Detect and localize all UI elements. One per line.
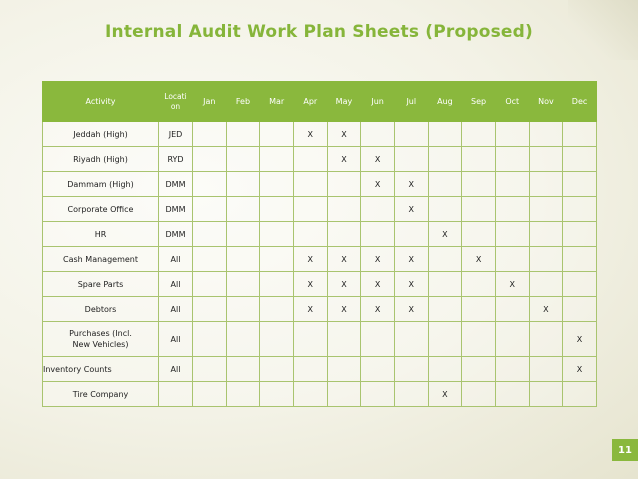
month-cell-jul bbox=[394, 222, 428, 247]
month-cell-jan bbox=[193, 297, 227, 322]
month-cell-may: X bbox=[327, 122, 361, 147]
month-cell-apr bbox=[293, 357, 327, 382]
month-cell-mar bbox=[260, 222, 294, 247]
month-cell-dec bbox=[563, 222, 597, 247]
month-cell-mar bbox=[260, 322, 294, 357]
activity-cell bbox=[43, 172, 159, 197]
month-cell-dec bbox=[563, 122, 597, 147]
month-cell-may bbox=[327, 357, 361, 382]
month-cell-nov bbox=[529, 222, 563, 247]
header-month-oct: Oct bbox=[495, 82, 529, 122]
month-cell-dec bbox=[563, 197, 597, 222]
activity-text: HR bbox=[94, 229, 107, 239]
month-cell-feb bbox=[226, 147, 260, 172]
header-month-aug: Aug bbox=[428, 82, 462, 122]
month-cell-jun: X bbox=[361, 272, 395, 297]
location-cell: All bbox=[159, 297, 193, 322]
activity-cell bbox=[43, 197, 159, 222]
month-cell-dec bbox=[563, 297, 597, 322]
table-row bbox=[43, 222, 597, 247]
header-month-apr: Apr bbox=[293, 82, 327, 122]
location-cell: All bbox=[159, 322, 193, 357]
header-month-sep: Sep bbox=[462, 82, 496, 122]
activity-text: Cash Management bbox=[63, 254, 138, 264]
month-cell-jan bbox=[193, 197, 227, 222]
month-cell-mar bbox=[260, 247, 294, 272]
month-cell-jan bbox=[193, 382, 227, 407]
slide-title: Internal Audit Work Plan Sheets (Proposed) bbox=[105, 22, 533, 42]
header-location-part: on bbox=[170, 101, 181, 111]
month-cell-dec: X bbox=[563, 322, 597, 357]
month-cell-sep bbox=[462, 122, 496, 147]
month-cell-oct bbox=[495, 172, 529, 197]
month-cell-nov bbox=[529, 172, 563, 197]
month-cell-nov bbox=[529, 247, 563, 272]
activity-text: New Vehicles) bbox=[72, 340, 129, 349]
activity-text: Dammam (High) bbox=[67, 179, 134, 189]
month-cell-oct: X bbox=[495, 272, 529, 297]
month-cell-aug: X bbox=[428, 222, 462, 247]
header-location bbox=[159, 82, 193, 122]
month-cell-nov bbox=[529, 197, 563, 222]
month-cell-oct bbox=[495, 222, 529, 247]
month-cell-feb bbox=[226, 197, 260, 222]
month-cell-jul bbox=[394, 382, 428, 407]
month-cell-apr bbox=[293, 172, 327, 197]
header-location-part: Locati bbox=[164, 91, 187, 101]
table-row bbox=[43, 147, 597, 172]
month-cell-dec: X bbox=[563, 357, 597, 382]
month-cell-oct bbox=[495, 197, 529, 222]
month-cell-oct bbox=[495, 357, 529, 382]
header-month-jun: Jun bbox=[361, 82, 395, 122]
table-row bbox=[43, 382, 597, 407]
month-cell-jan bbox=[193, 357, 227, 382]
activity-cell bbox=[43, 322, 159, 357]
month-cell-dec bbox=[563, 382, 597, 407]
header-month-dec: Dec bbox=[563, 82, 597, 122]
month-cell-may bbox=[327, 172, 361, 197]
month-cell-may bbox=[327, 322, 361, 357]
header-month-nov: Nov bbox=[529, 82, 563, 122]
month-cell-jul bbox=[394, 122, 428, 147]
table-row bbox=[43, 357, 597, 382]
month-cell-jul bbox=[394, 357, 428, 382]
activity-text: Purchases (Incl. bbox=[69, 329, 132, 338]
month-cell-nov bbox=[529, 322, 563, 357]
month-cell-jun: X bbox=[361, 147, 395, 172]
activity-text: Tire Company bbox=[72, 389, 129, 399]
activity-text: Debtors bbox=[84, 304, 117, 314]
month-cell-jul: X bbox=[394, 272, 428, 297]
work-plan-table bbox=[42, 81, 597, 407]
month-cell-aug bbox=[428, 197, 462, 222]
month-cell-sep bbox=[462, 172, 496, 197]
month-cell-oct bbox=[495, 147, 529, 172]
month-cell-apr bbox=[293, 382, 327, 407]
table-row bbox=[43, 247, 597, 272]
month-cell-feb bbox=[226, 247, 260, 272]
month-cell-aug bbox=[428, 172, 462, 197]
month-cell-jun bbox=[361, 322, 395, 357]
activity-text: Corporate Office bbox=[67, 204, 134, 214]
activity-cell bbox=[43, 297, 159, 322]
month-cell-nov bbox=[529, 382, 563, 407]
table-header-row bbox=[43, 82, 597, 122]
table-row bbox=[43, 172, 597, 197]
month-cell-jul: X bbox=[394, 297, 428, 322]
location-cell: JED bbox=[159, 122, 193, 147]
activity-cell bbox=[43, 382, 159, 407]
month-cell-nov: X bbox=[529, 297, 563, 322]
month-cell-nov bbox=[529, 272, 563, 297]
table-row bbox=[43, 197, 597, 222]
activity-cell bbox=[43, 147, 159, 172]
month-cell-mar bbox=[260, 272, 294, 297]
month-cell-mar bbox=[260, 122, 294, 147]
month-cell-aug bbox=[428, 147, 462, 172]
month-cell-aug bbox=[428, 322, 462, 357]
month-cell-feb bbox=[226, 122, 260, 147]
month-cell-jan bbox=[193, 222, 227, 247]
month-cell-feb bbox=[226, 222, 260, 247]
month-cell-jun: X bbox=[361, 297, 395, 322]
location-cell: RYD bbox=[159, 147, 193, 172]
month-cell-aug bbox=[428, 357, 462, 382]
table-body bbox=[43, 122, 597, 407]
month-cell-oct bbox=[495, 297, 529, 322]
month-cell-feb bbox=[226, 382, 260, 407]
month-cell-jan bbox=[193, 172, 227, 197]
header-month-jul: Jul bbox=[394, 82, 428, 122]
header-month-jan: Jan bbox=[193, 82, 227, 122]
month-cell-jan bbox=[193, 147, 227, 172]
activity-cell bbox=[43, 247, 159, 272]
activity-cell bbox=[43, 222, 159, 247]
month-cell-aug bbox=[428, 297, 462, 322]
month-cell-jun: X bbox=[361, 247, 395, 272]
activity-text: Spare Parts bbox=[77, 279, 124, 289]
activity-cell bbox=[43, 357, 159, 382]
month-cell-apr bbox=[293, 147, 327, 172]
month-cell-nov bbox=[529, 147, 563, 172]
location-cell: All bbox=[159, 272, 193, 297]
month-cell-jul bbox=[394, 147, 428, 172]
month-cell-may: X bbox=[327, 247, 361, 272]
month-cell-aug: X bbox=[428, 382, 462, 407]
month-cell-dec bbox=[563, 247, 597, 272]
month-cell-mar bbox=[260, 382, 294, 407]
month-cell-sep: X bbox=[462, 247, 496, 272]
month-cell-sep bbox=[462, 197, 496, 222]
month-cell-jun: X bbox=[361, 172, 395, 197]
page-number: 11 bbox=[612, 439, 638, 461]
month-cell-apr: X bbox=[293, 297, 327, 322]
activity-text: Inventory Counts bbox=[43, 364, 112, 374]
month-cell-may: X bbox=[327, 147, 361, 172]
activity-cell bbox=[43, 122, 159, 147]
month-cell-jun bbox=[361, 222, 395, 247]
activity-text: Riyadh (High) bbox=[73, 154, 128, 164]
month-cell-jan bbox=[193, 247, 227, 272]
header-month-mar: Mar bbox=[260, 82, 294, 122]
month-cell-jul: X bbox=[394, 172, 428, 197]
month-cell-sep bbox=[462, 382, 496, 407]
month-cell-apr bbox=[293, 322, 327, 357]
month-cell-mar bbox=[260, 357, 294, 382]
month-cell-sep bbox=[462, 297, 496, 322]
month-cell-nov bbox=[529, 357, 563, 382]
month-cell-may bbox=[327, 382, 361, 407]
month-cell-apr: X bbox=[293, 272, 327, 297]
month-cell-oct bbox=[495, 122, 529, 147]
month-cell-aug bbox=[428, 122, 462, 147]
month-cell-oct bbox=[495, 382, 529, 407]
month-cell-apr: X bbox=[293, 247, 327, 272]
month-cell-feb bbox=[226, 172, 260, 197]
location-cell: All bbox=[159, 247, 193, 272]
month-cell-feb bbox=[226, 272, 260, 297]
month-cell-jan bbox=[193, 122, 227, 147]
month-cell-may bbox=[327, 197, 361, 222]
month-cell-apr bbox=[293, 197, 327, 222]
table-row bbox=[43, 122, 597, 147]
month-cell-jan bbox=[193, 322, 227, 357]
location-cell: DMM bbox=[159, 197, 193, 222]
month-cell-sep bbox=[462, 147, 496, 172]
month-cell-sep bbox=[462, 357, 496, 382]
month-cell-jul: X bbox=[394, 247, 428, 272]
month-cell-may: X bbox=[327, 297, 361, 322]
location-cell bbox=[159, 382, 193, 407]
month-cell-feb bbox=[226, 357, 260, 382]
activity-cell bbox=[43, 272, 159, 297]
month-cell-jun bbox=[361, 197, 395, 222]
table-row bbox=[43, 272, 597, 297]
location-cell: DMM bbox=[159, 222, 193, 247]
month-cell-jun bbox=[361, 122, 395, 147]
month-cell-mar bbox=[260, 197, 294, 222]
header-month-may: May bbox=[327, 82, 361, 122]
location-cell: DMM bbox=[159, 172, 193, 197]
header-activity: Activity bbox=[43, 82, 159, 122]
activity-text: Jeddah (High) bbox=[73, 129, 128, 139]
month-cell-feb bbox=[226, 297, 260, 322]
month-cell-aug bbox=[428, 272, 462, 297]
month-cell-jun bbox=[361, 357, 395, 382]
month-cell-sep bbox=[462, 222, 496, 247]
table-row bbox=[43, 297, 597, 322]
month-cell-dec bbox=[563, 147, 597, 172]
month-cell-mar bbox=[260, 147, 294, 172]
month-cell-apr bbox=[293, 222, 327, 247]
month-cell-dec bbox=[563, 172, 597, 197]
month-cell-sep bbox=[462, 272, 496, 297]
month-cell-aug bbox=[428, 247, 462, 272]
month-cell-oct bbox=[495, 322, 529, 357]
month-cell-mar bbox=[260, 172, 294, 197]
month-cell-dec bbox=[563, 272, 597, 297]
month-cell-may bbox=[327, 222, 361, 247]
month-cell-sep bbox=[462, 322, 496, 357]
month-cell-jun bbox=[361, 382, 395, 407]
month-cell-apr: X bbox=[293, 122, 327, 147]
month-cell-jul: X bbox=[394, 197, 428, 222]
month-cell-mar bbox=[260, 297, 294, 322]
month-cell-feb bbox=[226, 322, 260, 357]
month-cell-may: X bbox=[327, 272, 361, 297]
header-month-feb: Feb bbox=[226, 82, 260, 122]
month-cell-jul bbox=[394, 322, 428, 357]
month-cell-jan bbox=[193, 272, 227, 297]
month-cell-nov bbox=[529, 122, 563, 147]
location-cell: All bbox=[159, 357, 193, 382]
table-row bbox=[43, 322, 597, 357]
month-cell-oct bbox=[495, 247, 529, 272]
